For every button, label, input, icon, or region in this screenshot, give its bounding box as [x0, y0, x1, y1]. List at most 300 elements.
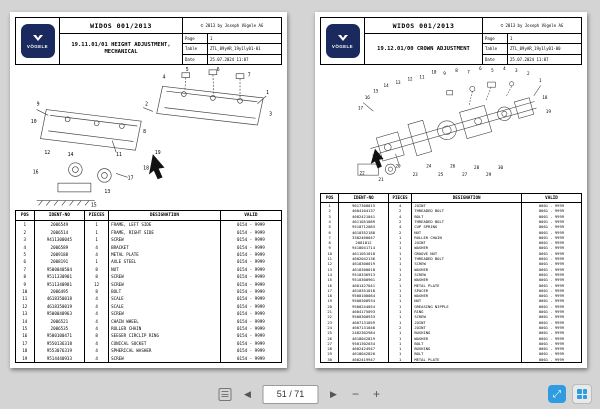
diagram-area	[320, 65, 582, 193]
parts-cell: 2006535	[34, 325, 85, 332]
parts-cell: 0001 - 9999	[521, 341, 581, 346]
parts-cell: RING	[412, 309, 522, 314]
parts-cell: 9514440933	[34, 355, 85, 363]
parts-cell: 1	[388, 283, 411, 288]
callout-number: 8	[455, 68, 458, 74]
parts-cell: 4611051089	[339, 219, 389, 224]
callout-number: 2	[527, 72, 530, 78]
parts-cell: 18	[16, 347, 35, 354]
parts-cell: 8	[16, 273, 35, 280]
parts-cell: 1	[388, 336, 411, 341]
parts-cell: 2	[388, 208, 411, 213]
parts-cell: 2006521	[34, 318, 85, 325]
parts-cell: 4	[388, 203, 411, 209]
parts-cell: GREASING NIPPLE	[412, 304, 522, 309]
parts-cell: 15	[16, 325, 35, 332]
parts-cell: 4607131048	[339, 325, 389, 330]
parts-cell: WASHER	[412, 277, 522, 282]
parts-cell: 0001 - 9999	[521, 283, 581, 288]
parts-cell: 16	[321, 283, 339, 288]
parts-cell: FRAME, LEFT SIDE	[109, 221, 221, 229]
zoom-in-button[interactable]: +	[372, 387, 380, 401]
copyright-text: © 2013 by Joseph Vögele AG	[483, 18, 581, 34]
parts-cell: JOINT	[412, 203, 522, 209]
callout-number: 15	[90, 203, 97, 209]
parts-cell: 21	[321, 309, 339, 314]
callout-number: 7	[247, 73, 251, 79]
callout-number: 8	[143, 129, 147, 135]
callout-number: 10	[30, 120, 37, 126]
parts-row	[16, 221, 282, 229]
callout-number: 27	[462, 173, 468, 179]
parts-cell: 9	[16, 281, 35, 288]
parts-cell: 0154 - 9999	[220, 266, 281, 273]
callout-number: 26	[450, 164, 456, 170]
parts-row	[16, 288, 282, 295]
table-value: ZTL_09yAR_19y1ly01-00	[510, 46, 561, 52]
callout-number: 17	[357, 106, 364, 112]
info-row-table	[183, 44, 281, 54]
parts-cell: 0001 - 9999	[521, 203, 581, 209]
logo-cell	[16, 18, 60, 64]
parts-cell: SCALE	[109, 295, 221, 302]
pdf-page-left	[10, 12, 287, 368]
parts-cell: 1	[388, 309, 411, 314]
parts-table-header	[16, 211, 282, 221]
parts-cell: 0001 - 9999	[521, 314, 581, 319]
column-header: IDENT-NO	[34, 211, 85, 221]
parts-cell: 4618350019	[34, 303, 85, 310]
parts-cell: 0154 - 9999	[220, 251, 281, 258]
parts-cell: 1	[388, 240, 411, 245]
parts-cell: CONICAL SOCKET	[109, 340, 221, 347]
page-header	[15, 17, 282, 65]
page-label: Page	[183, 34, 208, 43]
doc-title: WIDOS 001/2013	[365, 18, 483, 34]
parts-cell: 0154 - 9999	[220, 340, 281, 347]
parts-cell: 0001 - 9999	[521, 320, 581, 325]
info-box	[483, 34, 581, 64]
parts-cell: 12	[321, 261, 339, 266]
callout-number: 4	[503, 67, 506, 73]
parts-cell: 4	[16, 244, 35, 251]
parts-cell: 0001 - 9999	[521, 293, 581, 298]
parts-cell: 4602042136	[339, 256, 389, 261]
parts-cell: 4	[85, 310, 109, 317]
parts-row	[16, 281, 282, 288]
parts-cell: 2	[388, 325, 411, 330]
callout-number: 9	[36, 102, 40, 108]
next-page-button[interactable]: ▶	[330, 388, 337, 399]
parts-cell: ROLLER CHAIN	[412, 235, 522, 240]
parts-cell: 9511330901	[34, 273, 85, 280]
parts-cell: 19	[16, 355, 35, 363]
callout-number: 3	[515, 68, 518, 74]
toolbar-right-icons	[548, 384, 592, 404]
parts-cell: 9418041714	[339, 245, 389, 250]
callout-number: 11	[419, 75, 425, 81]
parts-cell: BRACKET	[109, 244, 221, 251]
parts-cell: WASHER	[412, 293, 522, 298]
parts-cell: 8	[85, 266, 109, 273]
brand-text: VÖGELE	[331, 43, 354, 49]
parts-cell: 4	[85, 295, 109, 302]
voegele-emblem-icon	[337, 34, 349, 42]
parts-cell: SPHERICAL WASHER	[109, 347, 221, 354]
parts-cell: 2008191	[34, 258, 85, 265]
parts-row	[16, 251, 282, 258]
callout-number: 5	[185, 67, 189, 73]
parts-cell: 4602421041	[339, 214, 389, 219]
parts-cell: THREADED BOLT	[412, 208, 522, 213]
callout-number: 2	[145, 102, 149, 108]
parts-cell: 0001 - 9999	[521, 346, 581, 351]
parts-cell: 7	[321, 235, 339, 240]
parts-cell: 9550136318	[34, 340, 85, 347]
parts-cell: 4	[85, 355, 109, 363]
parts-cell: 0154 - 9999	[220, 303, 281, 310]
parts-cell: 0001 - 9999	[521, 245, 581, 250]
parts-row	[16, 229, 282, 236]
parts-cell: 13	[321, 267, 339, 272]
parts-cell: 1	[388, 293, 411, 298]
callout-number: 1	[538, 79, 542, 85]
page-value: 1	[210, 36, 213, 42]
parts-cell: ROLLER CHAIN	[109, 325, 221, 332]
parts-cell: 3	[16, 236, 35, 243]
parts-cell: SCREW	[412, 314, 522, 319]
parts-cell: 9553076319	[34, 347, 85, 354]
parts-cell: 4	[85, 318, 109, 325]
parts-cell: 24	[321, 325, 339, 330]
parts-cell: 2	[388, 230, 411, 235]
parts-cell: 18	[321, 293, 339, 298]
parts-cell: 0001 - 9999	[521, 256, 581, 261]
parts-cell: 1	[388, 341, 411, 346]
parts-table-header	[321, 194, 582, 203]
parts-row	[16, 340, 282, 347]
parts-cell: WASHER	[412, 267, 522, 272]
parts-row	[16, 325, 282, 332]
parts-cell: 2009188	[34, 251, 85, 258]
parts-cell: 1	[85, 221, 109, 229]
parts-cell: 8	[85, 288, 109, 295]
parts-cell: 9510712083	[339, 224, 389, 229]
callout-number: 1	[266, 91, 270, 97]
parts-cell: 0001 - 9999	[521, 208, 581, 213]
parts-cell: 0001 - 9999	[521, 336, 581, 341]
parts-cell: 1	[16, 221, 35, 229]
parts-cell: 2006514	[34, 229, 85, 236]
parts-cell: SEEGER CIRCLIP RING	[109, 332, 221, 339]
parts-row	[16, 266, 282, 273]
parts-cell: 1	[388, 235, 411, 240]
parts-row	[16, 295, 282, 302]
parts-cell: 2006549	[34, 221, 85, 229]
parts-cell: 7	[16, 266, 35, 273]
table-label: Table	[183, 44, 208, 53]
exploded-diagram-crown-adjustment	[320, 65, 582, 193]
previous-page-button[interactable]: ◀	[244, 388, 251, 399]
parts-cell: 4610352188	[339, 230, 389, 235]
parts-cell: 1	[388, 346, 411, 351]
callout-number: 19	[154, 151, 161, 157]
parts-cell: NUT	[109, 266, 221, 273]
apps-grid-button[interactable]	[572, 384, 592, 404]
parts-cell: 1	[321, 203, 339, 209]
parts-cell: 10	[321, 251, 339, 256]
parts-cell: 27	[321, 341, 339, 346]
brand-text: VÖGELE	[26, 43, 49, 49]
parts-cell: 0154 - 9999	[220, 236, 281, 243]
parts-cell: 4	[388, 214, 411, 219]
parts-row	[321, 357, 582, 363]
column-header: VALID	[220, 211, 281, 221]
parts-cell: 0154 - 9999	[220, 258, 281, 265]
parts-cell: 14	[321, 272, 339, 277]
callout-number: 11	[116, 153, 122, 159]
callout-number: 29	[486, 173, 492, 179]
parts-cell: SPACER	[412, 288, 522, 293]
page-label: Page	[483, 34, 508, 43]
callout-number: 12	[44, 151, 51, 157]
voegele-emblem-icon	[32, 34, 44, 42]
parts-cell: 11	[16, 295, 35, 302]
parts-cell: 9501302034	[339, 341, 389, 346]
parts-cell: 0001 - 9999	[521, 272, 581, 277]
parts-cell: CUP SPRING	[412, 224, 522, 229]
parts-cell: WASHER	[412, 336, 522, 341]
callout-number: 16	[364, 96, 370, 102]
parts-cell: 0154 - 9999	[220, 295, 281, 302]
date-value: 25.07.2024 11:07	[510, 56, 549, 62]
callout-number: 17	[127, 176, 134, 182]
parts-cell: BOLT	[109, 288, 221, 295]
parts-cell: 25	[321, 330, 339, 335]
parts-cell: 2006589	[34, 244, 85, 251]
parts-cell: THREADED BOLT	[412, 256, 522, 261]
column-header: DESIGNATION	[109, 211, 221, 221]
callout-number: 19	[545, 109, 551, 115]
parts-cell: 0154 - 9999	[220, 332, 281, 339]
parts-cell: 9500244054	[339, 304, 389, 309]
parts-cell: NUT	[412, 230, 522, 235]
diagram-parts	[37, 70, 270, 209]
parts-cell: 2	[321, 208, 339, 213]
parts-cell: 4604104137	[339, 208, 389, 213]
parts-cell: 4	[388, 224, 411, 229]
parts-table	[15, 210, 282, 363]
parts-cell: BOLT	[412, 214, 522, 219]
callout-number: 15	[373, 89, 379, 95]
parts-cell: 1	[85, 258, 109, 265]
parts-cell: 4602419947	[339, 357, 389, 363]
parts-cell: 16	[16, 332, 35, 339]
callout-number: 6	[216, 67, 220, 73]
parts-row	[16, 355, 282, 363]
parts-cell: 22	[321, 314, 339, 319]
parts-cell: 0154 - 9999	[220, 318, 281, 325]
parts-cell: 8	[321, 240, 339, 245]
column-header: POS	[321, 194, 339, 203]
parts-cell: 0154 - 9999	[220, 325, 281, 332]
parts-cell: SCREW	[109, 236, 221, 243]
sidebar-icon	[218, 388, 231, 401]
callout-number: 24	[426, 164, 432, 170]
page-value: 1	[510, 36, 513, 42]
parts-cell: JOINT	[412, 240, 522, 245]
parts-row	[16, 332, 282, 339]
date-label: Date	[183, 55, 208, 64]
page-number-input[interactable]: 51 / 71	[263, 385, 319, 404]
parts-cell: 4611051018	[339, 251, 389, 256]
parts-cell: METAL PLATE	[412, 283, 522, 288]
parts-cell: CHAIN WHEEL	[109, 318, 221, 325]
parts-cell: 9510300961	[339, 277, 389, 282]
parts-row	[16, 318, 282, 325]
parts-cell: 0154 - 9999	[220, 355, 281, 363]
section-title	[60, 34, 183, 64]
parts-cell: 0154 - 9999	[220, 229, 281, 236]
parts-cell: 0154 - 9999	[220, 347, 281, 354]
parts-cell: 9411300045	[34, 236, 85, 243]
parts-cell: 2	[388, 219, 411, 224]
parts-cell: 4	[85, 251, 109, 258]
parts-cell: 9	[321, 245, 339, 250]
parts-cell: 30	[321, 357, 339, 363]
section-title-line1: 19.11.01/01 HEIGHT ADJUSTMENT,	[71, 42, 171, 48]
parts-cell: 9617300015	[339, 203, 389, 209]
parts-cell: 0001 - 9999	[521, 298, 581, 303]
table-value: ZTL_09yAR_19y1ly01-01	[210, 46, 261, 52]
info-row-date	[483, 55, 581, 64]
callout-number: 13	[395, 80, 401, 86]
parts-cell: BOLT	[412, 341, 522, 346]
parts-cell: 1	[388, 267, 411, 272]
parts-cell: SCREW	[412, 272, 522, 277]
parts-cell: JOINT	[412, 325, 522, 330]
parts-cell: 0001 - 9999	[521, 288, 581, 293]
parts-cell: 9500300934	[339, 298, 389, 303]
parts-cell: 0001 - 9999	[521, 235, 581, 240]
parts-cell: 0154 - 9999	[220, 221, 281, 229]
parts-cell: SCREW	[109, 281, 221, 288]
info-box	[183, 34, 281, 64]
parts-cell: 6	[321, 230, 339, 235]
parts-cell: 0001 - 9999	[521, 309, 581, 314]
parts-cell: 0154 - 9999	[220, 281, 281, 288]
callout-number: 4	[162, 75, 166, 81]
sidebar-toggle-button[interactable]	[217, 386, 233, 402]
info-row-page	[183, 34, 281, 44]
parts-cell: 0001 - 9999	[521, 304, 581, 309]
parts-cell: 8	[85, 332, 109, 339]
parts-cell: THREADED BOLT	[412, 219, 522, 224]
parts-cell: 13	[16, 310, 35, 317]
section-title	[365, 34, 483, 64]
parts-cell: GROOVE NUT	[412, 251, 522, 256]
zoom-out-button[interactable]: −	[351, 387, 359, 401]
section-title-line1: 19.12.01/00 CROWN ADJUSTMENT	[377, 45, 470, 52]
callout-number: 12	[407, 77, 413, 83]
callout-number: 21	[378, 178, 384, 184]
parts-cell: 1	[388, 298, 411, 303]
parts-row	[16, 273, 282, 280]
table-label: Table	[483, 44, 508, 53]
parts-cell: 1	[388, 330, 411, 335]
callout-number: 30	[497, 166, 504, 172]
parts-cell: 4604175093	[339, 309, 389, 314]
parts-cell: 1	[388, 320, 411, 325]
parts-cell: 9511340981	[34, 281, 85, 288]
parts-cell: METAL PLATE	[109, 251, 221, 258]
parts-cell: WASHER	[412, 245, 522, 250]
parts-cell: SCREW	[412, 261, 522, 266]
voegele-logo	[326, 24, 360, 58]
parts-cell: 0001 - 9999	[521, 230, 581, 235]
parts-cell: 0154 - 9999	[220, 310, 281, 317]
callout-number: 7	[467, 70, 470, 76]
pdf-page-right	[315, 12, 587, 368]
column-header: VALID	[521, 194, 581, 203]
parts-cell: 5	[321, 224, 339, 229]
date-label: Date	[483, 55, 508, 64]
copyright-text: © 2013 by Joseph Vögele AG	[183, 18, 281, 34]
grid-icon	[577, 389, 587, 399]
parts-cell: 1	[388, 357, 411, 363]
column-header: PIECES	[85, 211, 109, 221]
callout-number: 18	[143, 166, 150, 172]
parts-row	[16, 310, 282, 317]
parts-table	[320, 193, 582, 363]
section-title-line2: MECHANICAL	[104, 49, 138, 55]
viewer-toolbar	[0, 379, 600, 409]
parts-cell: SCREW	[109, 310, 221, 317]
column-header: DESIGNATION	[412, 194, 522, 203]
parts-row	[16, 347, 282, 354]
callout-number: 10	[431, 70, 437, 76]
parts-cell: 2006495	[34, 288, 85, 295]
callout-number: 14	[383, 84, 389, 90]
parts-cell: 1	[85, 229, 109, 236]
parts-cell: 9500100471	[34, 332, 85, 339]
expand-view-button[interactable]: ⤢	[548, 385, 566, 403]
parts-cell: 9500040963	[34, 310, 85, 317]
parts-cell: 17	[16, 340, 35, 347]
parts-cell: 19	[321, 298, 339, 303]
parts-cell: 0001 - 9999	[521, 219, 581, 224]
parts-cell: 8	[85, 273, 109, 280]
parts-cell: 1	[388, 288, 411, 293]
parts-cell: 0001 - 9999	[521, 357, 581, 363]
parts-cell: 4	[321, 219, 339, 224]
parts-cell: 4	[85, 325, 109, 332]
callout-number: 9	[443, 72, 446, 78]
parts-cell: 1	[388, 245, 411, 250]
parts-cell: 4601427041	[339, 283, 389, 288]
parts-cell: 0001 - 9999	[521, 330, 581, 335]
page-navigation	[217, 385, 384, 404]
parts-row	[16, 258, 282, 265]
column-header: IDENT-NO	[339, 194, 389, 203]
direction-arrow	[149, 154, 164, 179]
parts-cell: 12	[16, 303, 35, 310]
parts-cell: 0001 - 9999	[521, 351, 581, 356]
parts-cell: 4607131059	[339, 320, 389, 325]
parts-row	[16, 236, 282, 243]
parts-cell: 1	[388, 251, 411, 256]
parts-cell: 0001 - 9999	[521, 224, 581, 229]
